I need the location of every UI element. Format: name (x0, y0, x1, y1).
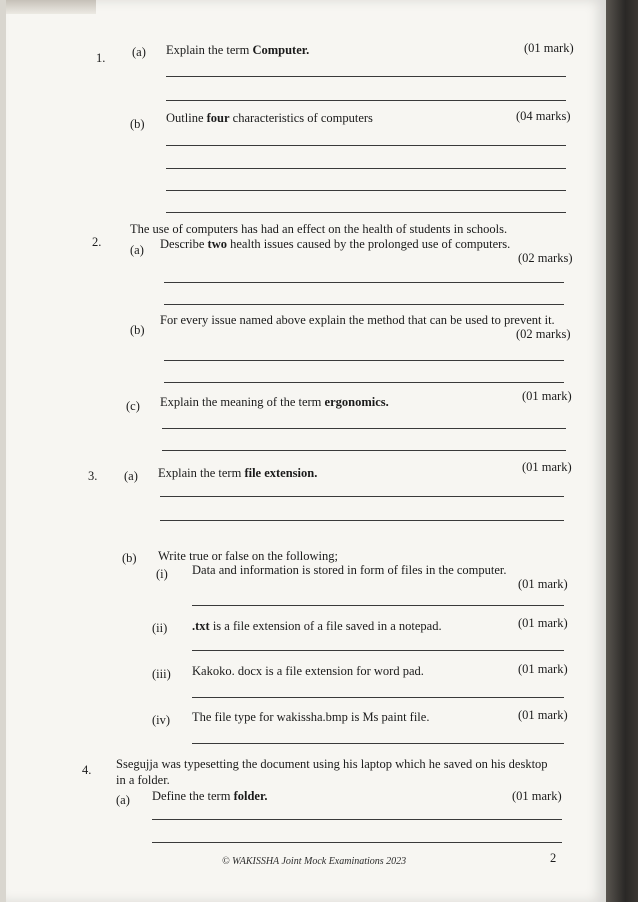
q2c-text: Explain the meaning of the term ergonomics. (160, 395, 389, 409)
q3b-i-marks: (01 mark) (518, 577, 568, 591)
q3b-text: Write true or false on the following; (158, 549, 338, 563)
answer-line (162, 428, 566, 429)
answer-line (192, 697, 564, 698)
q3b-iv-label: (iv) (152, 713, 171, 727)
q3b-i-text: Data and information is stored in form of files in the computer. (192, 563, 507, 577)
answer-line (160, 520, 564, 521)
q4a-marks: (01 mark) (512, 789, 562, 803)
q3b-iii-label: (iii) (152, 667, 171, 681)
answer-line (192, 650, 564, 651)
page-edge-shadow (606, 0, 638, 902)
answer-line (152, 842, 562, 843)
q1b-label: (b) (130, 117, 145, 131)
q2b-label: (b) (130, 323, 145, 337)
q2c-marks: (01 mark) (522, 389, 572, 403)
q3a-text: Explain the term file extension. (158, 466, 318, 480)
q1a-text: Explain the term Computer. (166, 43, 310, 57)
q4-intro-line1: Ssegujja was typesetting the document using his laptop which he saved on his desktop (116, 757, 548, 771)
q4a-label: (a) (116, 793, 130, 807)
q3b-ii-label: (ii) (152, 621, 168, 635)
q2b-text: For every issue named above explain the method that can be used to prevent it. (160, 313, 555, 327)
page-number: 2 (550, 851, 557, 865)
answer-line (162, 450, 566, 451)
answer-line (164, 304, 564, 305)
q1b-text: Outline four characteristics of computers (166, 111, 373, 125)
question-2-number: 2. (92, 235, 102, 249)
q3b-iv-text: The file type for wakissha.bmp is Ms paint file. (192, 710, 430, 724)
q4-intro-line2: in a folder. (116, 773, 170, 787)
q3a-label: (a) (124, 469, 138, 483)
q1a-marks: (01 mark) (524, 41, 574, 55)
answer-line (166, 145, 566, 146)
answer-line (166, 190, 566, 191)
answer-line (192, 605, 564, 606)
q1b-marks: (04 marks) (516, 109, 571, 123)
answer-line (166, 168, 566, 169)
answer-line (164, 360, 564, 361)
exam-page (6, 0, 606, 902)
answer-line (152, 819, 562, 820)
answer-line (164, 382, 564, 383)
question-4-number: 4. (82, 763, 92, 777)
answer-line (166, 212, 566, 213)
q3b-ii-marks: (01 mark) (518, 616, 568, 630)
question-3-number: 3. (88, 469, 98, 483)
footer-copyright: © WAKISSHA Joint Mock Examinations 2023 (222, 856, 407, 867)
answer-line (166, 100, 566, 101)
q2b-marks: (02 marks) (516, 327, 571, 341)
q3b-iii-marks: (01 mark) (518, 662, 568, 676)
q3a-marks: (01 mark) (522, 460, 572, 474)
q3b-iii-text: Kakoko. docx is a file extension for word pad. (192, 664, 424, 678)
q2a-label: (a) (130, 243, 144, 257)
q3b-i-label: (i) (156, 567, 168, 581)
q2a-text: Describe two health issues caused by the prolonged use of computers. (160, 237, 511, 251)
answer-line (164, 282, 564, 283)
answer-line (160, 496, 564, 497)
q4a-text: Define the term folder. (152, 789, 268, 803)
answer-line (192, 743, 564, 744)
q3b-iv-marks: (01 mark) (518, 708, 568, 722)
q1a-label: (a) (132, 45, 146, 59)
q3b-label: (b) (122, 551, 137, 565)
answer-line (166, 76, 566, 77)
q2a-marks: (02 marks) (518, 251, 573, 265)
q3b-ii-text: .txt is a file extension of a file saved in a notepad. (192, 619, 442, 633)
q2-intro: The use of computers has had an effect on the health of students in schools. (130, 222, 508, 236)
question-1-number: 1. (96, 51, 106, 65)
q2c-label: (c) (126, 399, 140, 413)
torn-corner (6, 0, 96, 14)
